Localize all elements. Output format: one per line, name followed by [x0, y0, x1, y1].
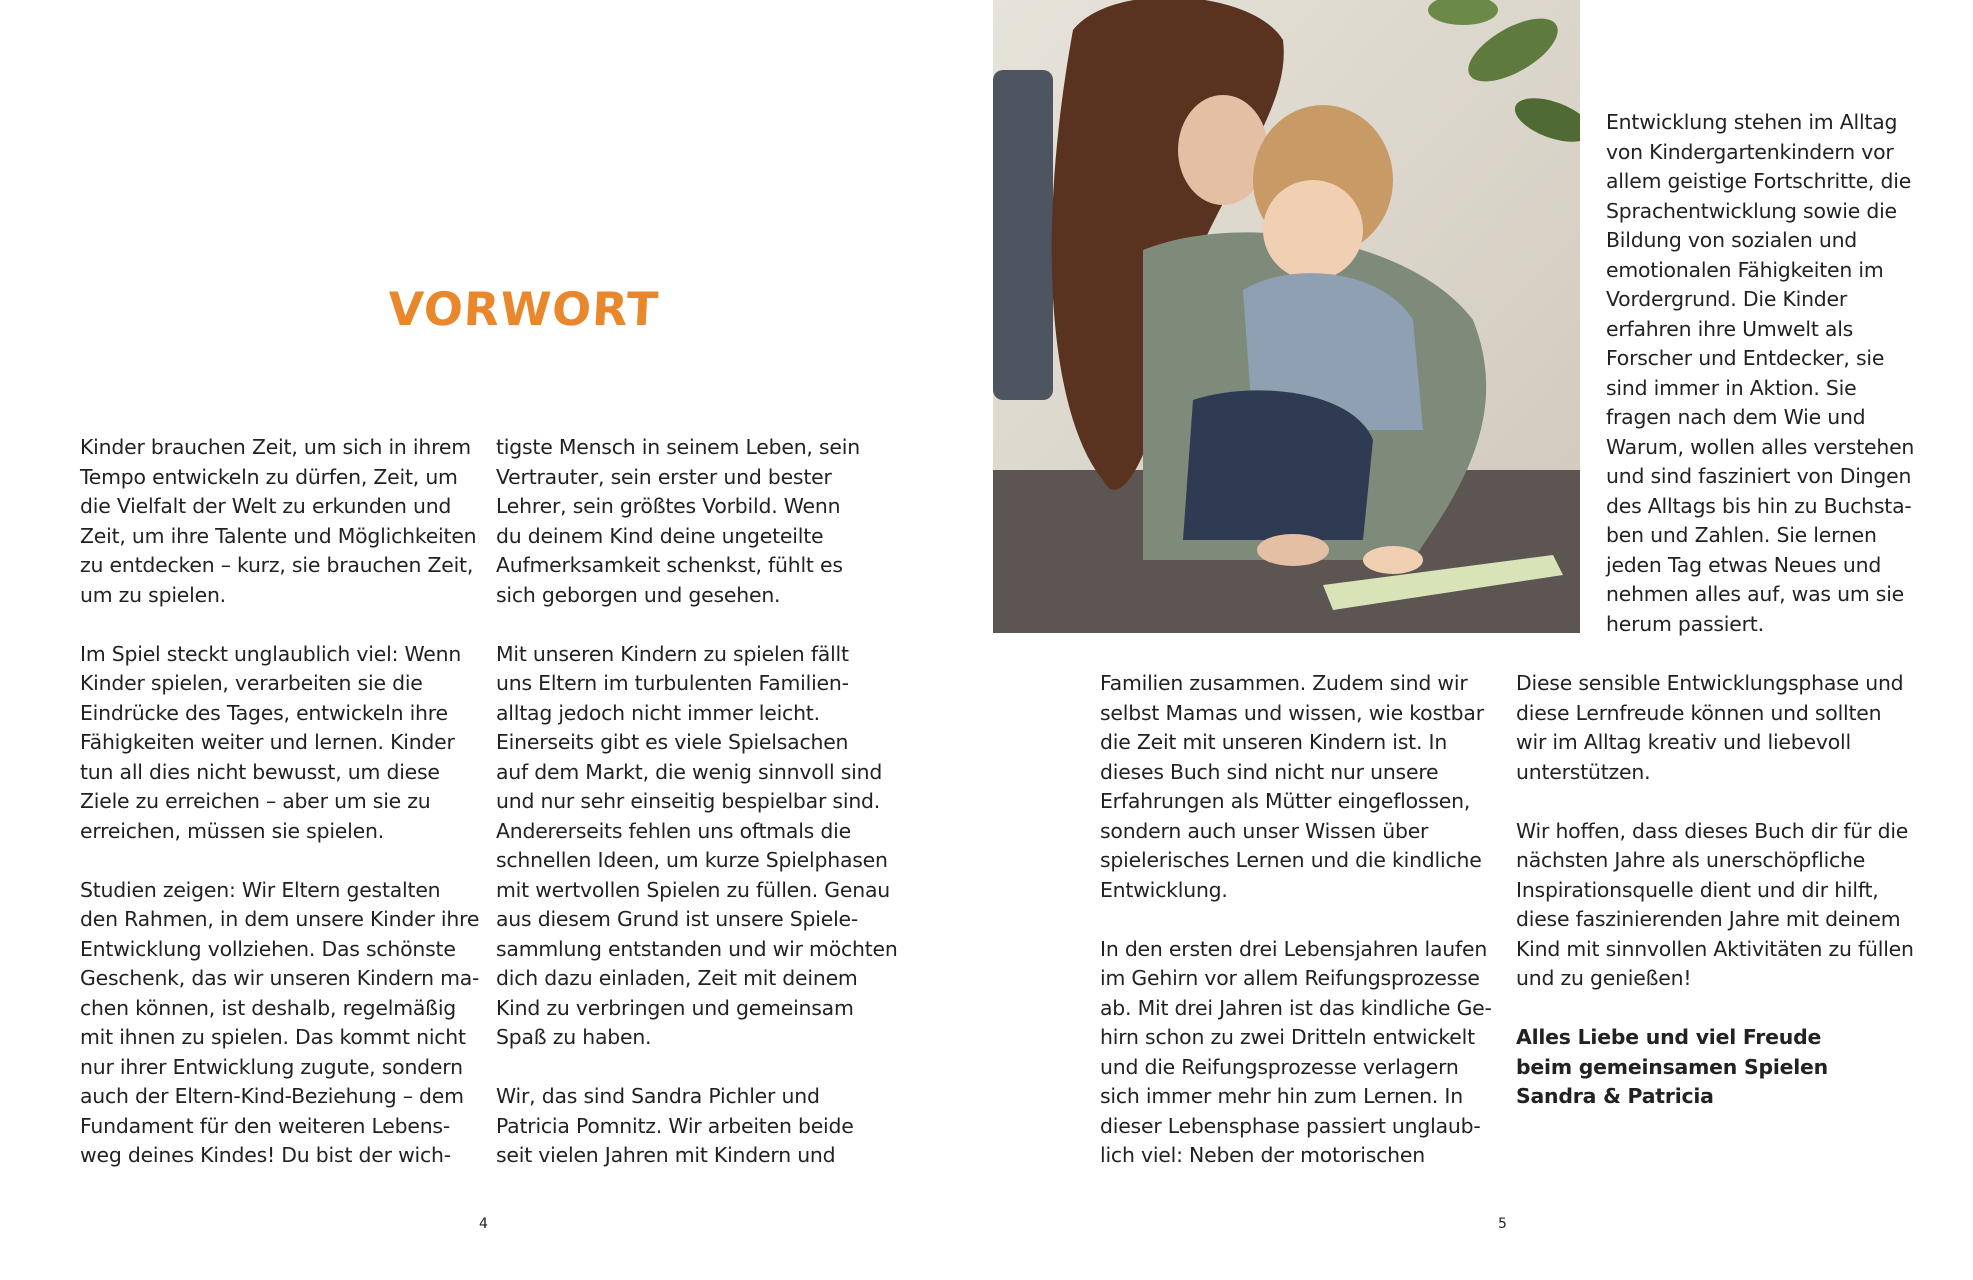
text-line: herum passiert. — [1606, 611, 1764, 636]
text-line: tun all dies nicht bewusst, um diese — [80, 759, 440, 784]
text-line: seit vielen Jahren mit Kindern und — [496, 1143, 836, 1167]
text-line: im Gehirn vor allem Reifungsprozesse — [1100, 966, 1480, 990]
text-line: Entwicklung stehen im Alltag — [1606, 110, 1898, 134]
text-line: weg deines Kindes! Du bist der wich- — [80, 1143, 451, 1167]
text-line: uns Eltern im turbulenten Familien- — [496, 671, 849, 695]
page-number-left: 4 — [479, 1216, 488, 1232]
text-line: Aufmerksamkeit schenkst, fühlt es — [496, 553, 843, 577]
text-line: ab. Mit drei Jahren ist das kindliche Ge- — [1100, 995, 1492, 1020]
text-line: mit wertvollen Spielen zu füllen. Genau — [496, 877, 890, 902]
text-line: mit ihnen zu spielen. Das kommt nicht — [80, 1025, 466, 1049]
text-line: sich immer mehr hin zum Lernen. In — [1100, 1084, 1463, 1108]
text-line: diese faszinierenden Jahre mit deinem — [1516, 907, 1901, 931]
text-line: Entwicklung vollziehen. Das schönste — [80, 936, 456, 961]
text-column-2 — [496, 433, 898, 1171]
text-line: Kind zu verbringen und gemeinsam — [496, 995, 854, 1020]
text-line: Warum, wollen alles verstehen — [1606, 434, 1915, 459]
mother-and-child-photo — [993, 0, 1580, 633]
text-column-4-top — [1606, 108, 1914, 639]
page-title: VORWORT — [386, 282, 661, 336]
text-line: Sandra & Patricia — [1516, 1084, 1714, 1108]
paragraph-gap — [496, 610, 898, 640]
text-line: Vertrauter, sein erster und bester — [496, 464, 832, 489]
text-line: auch der Eltern-Kind-Beziehung – dem — [80, 1084, 464, 1108]
text-line: Zeit, um ihre Talente und Möglichkeiten — [80, 523, 477, 548]
text-line: Inspirationsquelle dient und dir hilft, — [1516, 877, 1879, 902]
text-line: Entwicklung. — [1100, 877, 1228, 902]
text-line: Tempo entwickeln zu dürfen, Zeit, um — [80, 464, 458, 489]
text-line: spielerisches Lernen und die kindliche — [1100, 848, 1482, 872]
text-line: emotionalen Fähigkeiten im — [1606, 257, 1884, 282]
paragraph-gap — [496, 1053, 898, 1083]
text-line: sammlung entstanden und wir möchten — [496, 936, 898, 961]
text-line: schnellen Ideen, um kurze Spielphasen — [496, 848, 888, 872]
text-line: selbst Mamas und wissen, wie kostbar — [1100, 700, 1484, 725]
text-line: sich geborgen und gesehen. — [496, 582, 781, 607]
text-line: Diese sensible Entwicklungsphase und — [1516, 671, 1904, 695]
text-line: fragen nach dem Wie und — [1606, 405, 1866, 429]
text-line: nur ihrer Entwicklung zugute, sondern — [80, 1054, 463, 1079]
text-line: von Kindergartenkindern vor — [1606, 139, 1894, 164]
text-line: Forscher und Entdecker, sie — [1606, 346, 1885, 370]
paragraph-gap — [1100, 905, 1492, 935]
text-column-4 — [1516, 669, 1914, 994]
text-line: aus diesem Grund ist unsere Spiele- — [496, 907, 859, 931]
text-line: ben und Zahlen. Sie lernen — [1606, 523, 1877, 547]
text-line: dieser Lebensphase passiert unglaub- — [1100, 1113, 1481, 1138]
text-line: den Rahmen, in dem unsere Kinder ihre — [80, 907, 480, 931]
text-line: und zu genießen! — [1516, 966, 1692, 990]
text-line: Kinder spielen, verarbeiten sie die — [80, 671, 423, 695]
text-line: Fundament für den weiteren Lebens- — [80, 1113, 451, 1138]
text-line: tigste Mensch in seinem Leben, sein — [496, 435, 860, 459]
text-line: In den ersten drei Lebensjahren laufen — [1100, 936, 1488, 961]
text-line: erfahren ihre Umwelt als — [1606, 316, 1854, 341]
text-line: wir im Alltag kreativ und liebevoll — [1516, 730, 1851, 754]
text-line: um zu spielen. — [80, 582, 226, 607]
text-line: hirn schon zu zwei Dritteln entwickelt — [1100, 1025, 1475, 1049]
text-line: allem geistige Fortschritte, die — [1606, 169, 1912, 193]
text-line: Kind mit sinnvollen Aktivitäten zu füllen — [1516, 936, 1914, 961]
text-line: diese Lernfreude können und sollten — [1516, 700, 1882, 725]
text-line: und nur sehr einseitig bespielbar sind. — [496, 789, 881, 813]
text-line: Lehrer, sein größtes Vorbild. Wenn — [496, 494, 841, 518]
text-line: sind immer in Aktion. Sie — [1606, 375, 1857, 400]
paragraph-gap — [1516, 787, 1914, 817]
text-line: nächsten Jahre als unerschöpfliche — [1516, 848, 1866, 872]
text-line: Eindrücke des Tages, entwickeln ihre — [80, 700, 448, 725]
text-line: Wir hoffen, dass dieses Buch dir für die — [1516, 818, 1909, 843]
page-number-right: 5 — [1498, 1216, 1507, 1232]
signoff — [1516, 1023, 1828, 1112]
text-line: Studien zeigen: Wir Eltern gestalten — [80, 877, 441, 902]
text-line: Vordergrund. Die Kinder — [1606, 287, 1848, 311]
paragraph-gap — [80, 610, 479, 640]
photo-illustration — [993, 0, 1580, 633]
text-line: auf dem Markt, die wenig sinnvoll sind — [496, 759, 883, 784]
text-line: und sind fasziniert von Dingen — [1606, 464, 1912, 488]
text-line: lich viel: Neben der motorischen — [1100, 1143, 1425, 1167]
text-line: Ziele zu erreichen – aber um sie zu — [80, 789, 431, 813]
text-line: chen können, ist deshalb, regelmäßig — [80, 995, 457, 1020]
text-line: Erfahrungen als Mütter eingeflossen, — [1100, 789, 1471, 813]
paragraph-gap — [80, 846, 479, 876]
text-line: unterstützen. — [1516, 759, 1651, 784]
text-line: und die Reifungsprozesse verlagern — [1100, 1054, 1459, 1079]
text-line: Sprachentwicklung sowie die — [1606, 198, 1897, 223]
text-column-1 — [80, 433, 479, 1171]
text-line: die Zeit mit unseren Kindern ist. In — [1100, 730, 1448, 754]
text-line: Alles Liebe und viel Freude — [1516, 1025, 1822, 1049]
text-line: Fähigkeiten weiter und lernen. Kinder — [80, 730, 455, 754]
text-line: Im Spiel steckt unglaublich viel: Wenn — [80, 641, 462, 666]
text-line: Patricia Pomnitz. Wir arbeiten beide — [496, 1113, 854, 1138]
text-line: des Alltags bis hin zu Buchsta- — [1606, 493, 1912, 518]
text-line: Einerseits gibt es viele Spielsachen — [496, 730, 849, 754]
text-line: dieses Buch sind nicht nur unsere — [1100, 759, 1439, 784]
text-line: alltag jedoch nicht immer leicht. — [496, 700, 820, 725]
text-line: Kinder brauchen Zeit, um sich in ihrem — [80, 435, 471, 459]
text-line: erreichen, müssen sie spielen. — [80, 818, 384, 843]
text-line: nehmen alles auf, was um sie — [1606, 582, 1905, 606]
text-line: Mit unseren Kindern zu spielen fällt — [496, 641, 849, 666]
text-line: Wir, das sind Sandra Pichler und — [496, 1084, 820, 1108]
text-line: dich dazu einladen, Zeit mit deinem — [496, 966, 858, 990]
text-line: du deinem Kind deine ungeteilte — [496, 523, 824, 548]
text-line: Bildung von sozialen und — [1606, 228, 1858, 252]
text-line: beim gemeinsamen Spielen — [1516, 1054, 1828, 1079]
text-column-3 — [1100, 669, 1492, 1171]
text-line: die Vielfalt der Welt zu erkunden und — [80, 494, 452, 518]
text-line: zu entdecken – kurz, sie brauchen Zeit, — [80, 553, 474, 577]
text-line: Familien zusammen. Zudem sind wir — [1100, 671, 1468, 695]
text-line: Spaß zu haben. — [496, 1025, 652, 1049]
text-line: Andererseits fehlen uns oftmals die — [496, 818, 851, 843]
text-line: jeden Tag etwas Neues und — [1606, 552, 1882, 577]
text-line: sondern auch unser Wissen über — [1100, 818, 1429, 843]
text-line: Geschenk, das wir unseren Kindern ma- — [80, 966, 480, 990]
